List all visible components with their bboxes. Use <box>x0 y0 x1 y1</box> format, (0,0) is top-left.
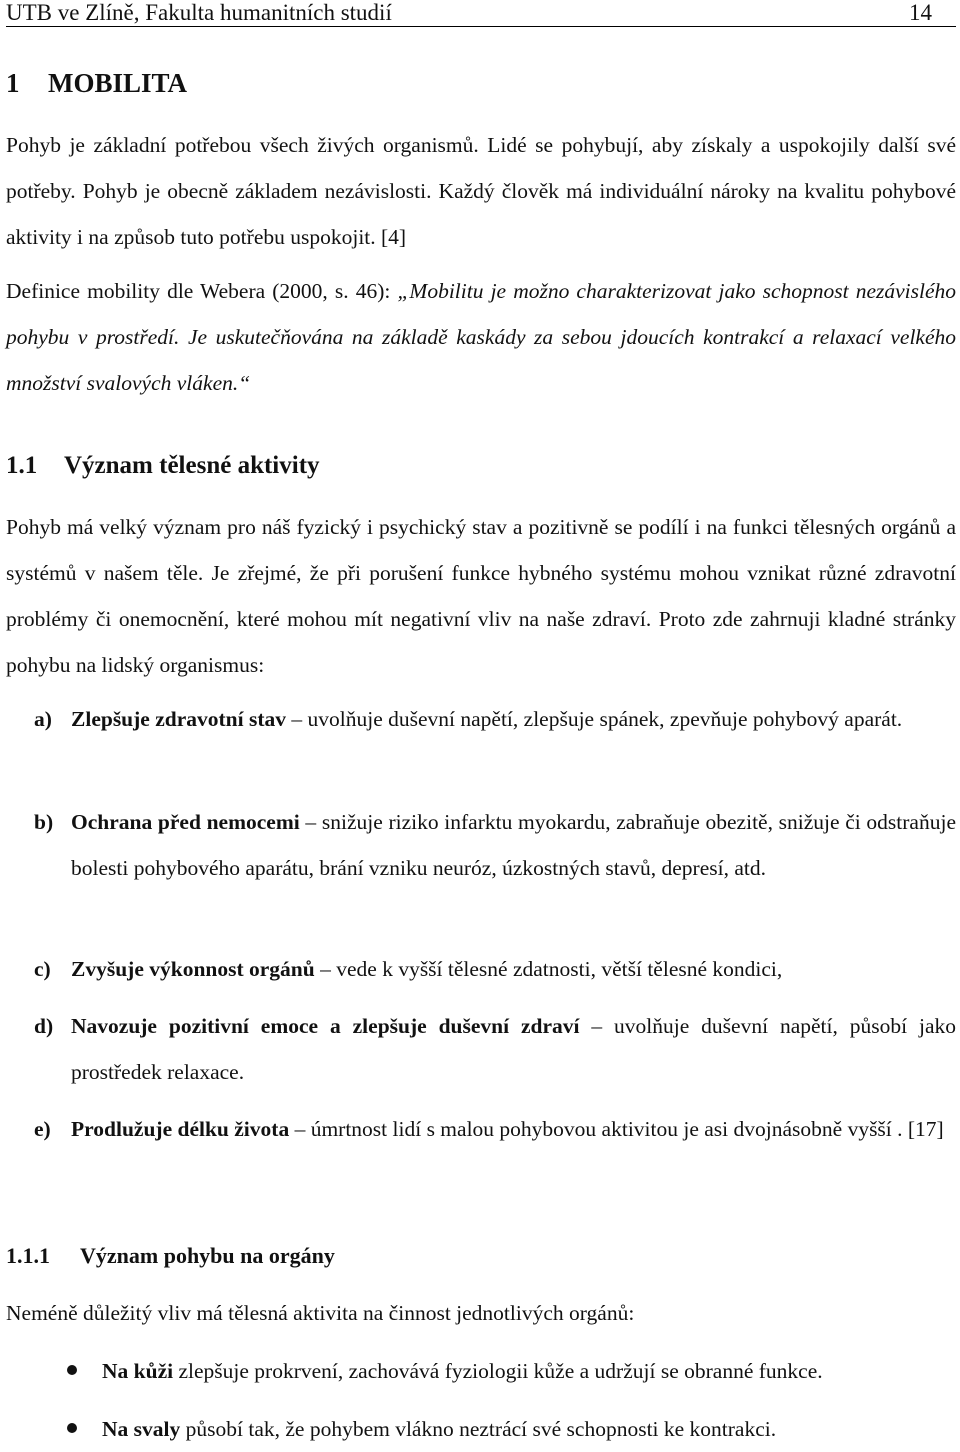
list-item-body <box>71 799 956 891</box>
running-header <box>6 0 956 27</box>
section-heading <box>6 451 956 481</box>
definition-paragraph <box>6 268 956 406</box>
bullet-item-term: Na kůži <box>102 1359 174 1383</box>
bullet-item-body <box>102 1406 956 1452</box>
subsection-number: 1.1.1 <box>6 1243 50 1268</box>
list-item-term: Zlepšuje zdravotní stav <box>71 707 286 731</box>
bullet-dot <box>67 1365 77 1375</box>
list-item-text: – snižuje riziko infarktu myokardu, zabraňuje obezitě, snižuje či odstraňuje bolesti pohybového aparátu, brání vzniku neuróz, úzkostných stavů, depresí, atd. <box>71 810 956 880</box>
section-number: 1.1 <box>6 452 38 479</box>
subsection-paragraph: Neméně důležitý vliv má tělesná aktivita na činnost jednotlivých orgánů: <box>6 1301 635 1325</box>
list-item-text: – úmrtnost lidí s malou pohybovou aktivitou je asi dvojnásobně vyšší . [17] <box>289 1117 944 1141</box>
list-item-term: Ochrana před nemocemi <box>71 810 300 834</box>
list-item-term: Prodlužuje délku života <box>71 1117 290 1141</box>
page-number: 14 <box>909 0 932 25</box>
list-item-text: – vede k vyšší tělesné zdatnosti, větší tělesné kondici, <box>314 957 783 981</box>
section-title: Význam tělesné aktivity <box>64 452 320 479</box>
list-item-term: Navozuje pozitivní emoce a zlepšuje duševní zdraví <box>71 1014 580 1038</box>
list-item-term: Zvyšuje výkonnost orgánů <box>71 957 315 981</box>
bullet-item <box>6 1406 956 1452</box>
definition-lead: Definice mobility dle Webera (2000, s. 46): <box>6 279 398 303</box>
bullet-item-body <box>102 1348 956 1394</box>
list-marker: b) <box>34 810 54 834</box>
chapter-number: 1 <box>6 68 20 98</box>
list-item-body <box>71 1003 956 1095</box>
definition-quote: „Mobilitu je možno charakterizovat jako schopnost nezávislého pohybu v prostředí. Je uskutečňována na základě kaskády za sebou jdoucích kontrakcí a relaxací velkého množství svalových vláken.“ <box>6 279 956 395</box>
list-marker: c) <box>34 957 51 981</box>
list-item-body <box>71 1106 956 1152</box>
list-item-text: – uvolňuje duševní napětí, zlepšuje spánek, zpevňuje pohybový aparát. <box>286 707 903 731</box>
bullet-item-text: zlepšuje prokrvení, zachovává fyziologii kůže a udržují se obranné funkce. <box>173 1359 823 1383</box>
bullet-item-text: působí tak, že pohybem vlákno neztrácí své schopnosti ke kontrakci. <box>180 1417 777 1441</box>
list-item-body <box>71 946 956 992</box>
intro-paragraph: Pohyb je základní potřebou všech živých organismů. Lidé se pohybují, aby získaly a uspokojily další své potřeby. Pohyb je obecně základem nezávislosti. Každý člověk má individuální nároky na kvalitu pohybové aktivity i na způsob tuto potřebu uspokojit. [4] <box>6 133 956 249</box>
subsection-heading <box>6 1242 956 1270</box>
list-item <box>6 1003 956 1095</box>
header-title: UTB ve Zlíně, Fakulta humanitních studií <box>6 0 392 25</box>
list-item <box>6 799 956 891</box>
list-marker: a) <box>34 707 52 731</box>
section-paragraph: Pohyb má velký význam pro náš fyzický i psychický stav a pozitivně se podílí i na funkci tělesných orgánů a systémů v našem těle. Je zřejmé, že při porušení funkce hybného systému mohou vznikat různé zdravotní problémy či onemocnění, které mohou mít negativní vliv na naše zdraví. Proto zde zahrnuji kladné stránky pohybu na lidský organismus: <box>6 515 956 677</box>
bullet-item <box>6 1348 956 1394</box>
chapter-heading <box>6 67 956 99</box>
list-item <box>6 696 956 742</box>
list-item-text: – uvolňuje duševní napětí, působí jako prostředek relaxace. <box>71 1014 957 1084</box>
list-item <box>6 1106 956 1152</box>
chapter-title: MOBILITA <box>48 68 188 98</box>
list-marker: d) <box>34 1014 54 1038</box>
bullet-dot <box>67 1423 77 1433</box>
list-item <box>6 946 956 992</box>
bullet-item-term: Na svaly <box>102 1417 181 1441</box>
list-marker: e) <box>34 1117 51 1141</box>
subsection-title: Význam pohybu na orgány <box>80 1243 335 1268</box>
list-item-body <box>71 696 956 742</box>
